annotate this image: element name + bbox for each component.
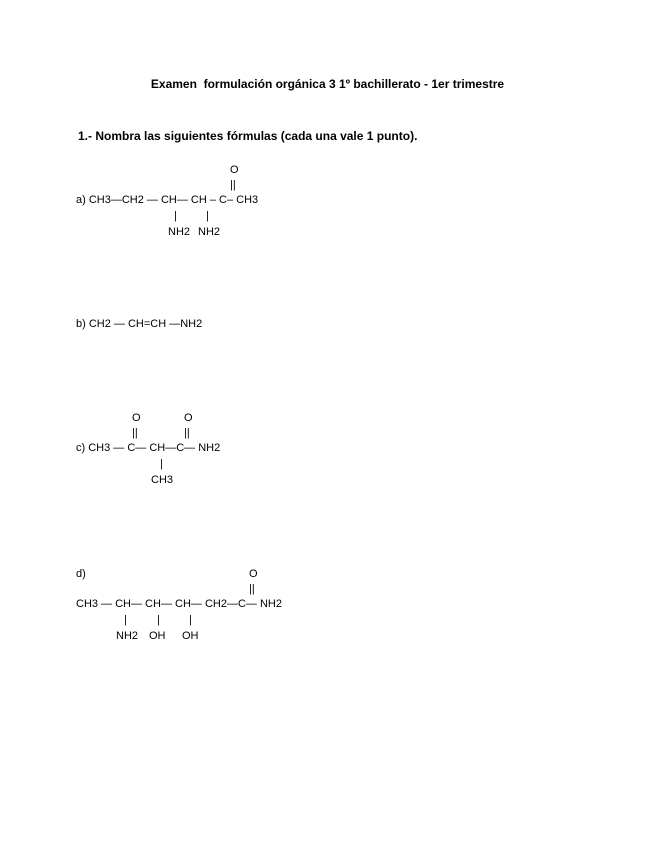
formula-d-oxygen: O xyxy=(249,568,258,580)
formula-b-main-chain: b) CH2 — CH=CH —NH2 xyxy=(76,318,203,330)
formula-c-double-bond-1: || xyxy=(132,427,138,439)
formula-c-oxygen-1: O xyxy=(132,412,141,424)
formula-a-oxygen: O xyxy=(230,164,239,176)
formula-a-bond-1: | xyxy=(174,210,177,222)
formula-a-substituent-1: NH2 xyxy=(168,226,191,238)
formula-c-substituent: CH3 xyxy=(151,474,174,486)
formula-d-substituent-2: OH xyxy=(149,630,166,642)
formula-d-bond-2: | xyxy=(157,614,160,626)
formula-c-double-bond-2: || xyxy=(184,427,190,439)
formula-d-double-bond: || xyxy=(249,583,255,595)
question-1-heading: 1.- Nombra las siguientes fórmulas (cada una vale 1 punto). xyxy=(78,129,418,143)
formula-c-oxygen-2: O xyxy=(184,412,193,424)
formula-d-label: d) xyxy=(76,568,86,580)
formula-d-main-chain: CH3 — CH— CH— CH— CH2—C— NH2 xyxy=(76,598,282,610)
formula-a-substituent-2: NH2 xyxy=(198,226,221,238)
formula-a-main-chain: a) CH3—CH2 — CH— CH – C– CH3 xyxy=(76,194,259,206)
formula-d-substituent-1: NH2 xyxy=(116,630,139,642)
formula-a-double-bond: || xyxy=(230,179,236,191)
exam-title: Examen formulación orgánica 3 1º bachillerato - 1er trimestre xyxy=(150,77,505,91)
formula-d-bond-3: | xyxy=(189,614,192,626)
formula-c-main-chain: c) CH3 — C— CH—C— NH2 xyxy=(76,442,221,454)
formula-d-substituent-3: OH xyxy=(182,630,199,642)
formula-d-bond-1: | xyxy=(124,614,127,626)
formula-a-bond-2: | xyxy=(206,210,209,222)
formula-c-bond: | xyxy=(160,458,163,470)
